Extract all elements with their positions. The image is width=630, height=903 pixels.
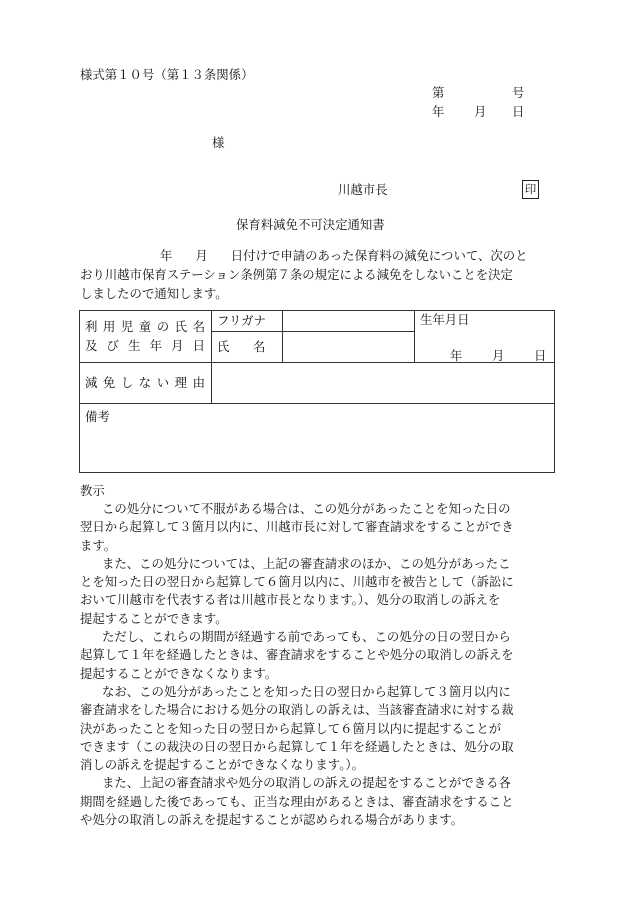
reason-label: 減免しない理由 [85, 374, 206, 390]
official-seal: 印 [522, 180, 539, 199]
child-name-birthdate-label [80, 311, 212, 363]
issue-date-day: 日 [512, 104, 525, 119]
instruction-line: なお、この処分があったことを知った日の翌日から起算して３箇月以内に [102, 683, 511, 699]
instruction-line: また、この処分については、上記の審査請求のほか、この処分があったこ [102, 555, 511, 571]
intro-line-1 [80, 246, 554, 265]
instruction-line: できます（この裁決の日の翌日から起算して１年を経過したときは、処分の取 [80, 738, 514, 754]
birthdate-value [450, 347, 546, 366]
instruction-line: 提起することができます。 [80, 610, 228, 626]
issuer-name: 川越市長 [338, 182, 388, 197]
furigana-field[interactable] [283, 311, 415, 332]
child-label-line-2: 及び生年月日 [85, 337, 206, 353]
child-name-label [212, 332, 283, 363]
birth-month-label: 月 [492, 348, 505, 363]
instruction-body [80, 500, 556, 829]
intro-year: 年 [160, 248, 173, 263]
instruction-line: ます。 [80, 537, 117, 553]
instruction-paragraph [80, 774, 556, 829]
instruction-line: 提起することができなくなります。 [80, 665, 278, 681]
instruction-paragraph [80, 683, 556, 774]
child-name-field[interactable] [283, 332, 415, 363]
instruction-line: また、上記の審査請求や処分の取消しの訴えの提起をすることができる各 [102, 775, 511, 791]
instruction-line: おいて川越市を代表する者は川越市長となります。）、処分の取消しの訴えを [80, 592, 501, 608]
name-label-2: 名 [253, 338, 266, 354]
intro-line-1-rest: 日付けで申請のあった保育料の減免について、次のと [230, 248, 528, 263]
instruction-line: 審査請求をした場合における処分の取消しの訴えは、当該審査請求に対する裁 [80, 702, 514, 718]
document-number-unit: 号 [512, 85, 525, 100]
intro-line-3: しましたので通知します。 [80, 286, 228, 301]
birthdate-cell[interactable] [415, 311, 555, 363]
instruction-line: 翌日から起算して３箇月以内に、川越市長に対して審査請求をすることができ [80, 519, 514, 535]
instruction-line: 起算して１年を経過したときは、審査請求をすることや処分の取消しの訴えを [80, 647, 514, 663]
instruction-line: 期間を経過した後であっても、正当な理由があるときは、審査請求をすること [80, 793, 514, 809]
instruction-heading: 教示 [80, 483, 105, 498]
furigana-label: フリガナ [212, 311, 283, 332]
form-table [79, 310, 555, 473]
instruction-line: この処分について不服がある場合は、この処分があったことを知った日の [102, 501, 511, 516]
birth-year-label: 年 [450, 348, 463, 363]
instruction-line: ただし、これらの期間が経過する前であっても、この処分の日の翌日から [102, 629, 511, 645]
notes-label: 備考 [85, 409, 110, 424]
reason-field[interactable] [212, 363, 555, 404]
issue-date-month: 月 [474, 104, 487, 119]
intro-line-2: おり川越市保育ステーション条例第７条の規定による減免をしないことを決定 [80, 267, 513, 282]
birth-day-label: 日 [534, 348, 547, 363]
instruction-paragraph [80, 628, 556, 683]
instruction-paragraph [80, 500, 556, 555]
form-number: 様式第１０号（第１３条関係） [80, 67, 254, 82]
intro-month: 月 [195, 248, 208, 263]
addressee-suffix: 様 [212, 135, 225, 150]
instruction-line: 決があったことを知った日の翌日から起算して６箇月以内に提起することが [80, 720, 502, 736]
reason-label-cell [80, 363, 212, 404]
document-title: 保育料減免不可決定通知書 [236, 217, 385, 232]
document-number-label: 第 [432, 85, 445, 100]
name-label-1: 氏 [217, 338, 230, 354]
notes-cell[interactable] [80, 404, 555, 473]
instruction-paragraph [80, 555, 556, 628]
instruction-line: 消しの訴えを提起することができなくなります。）。 [80, 757, 364, 773]
instruction-line: とを知った日の翌日から起算して６箇月以内に、川越市を被告として（訴訟に [80, 574, 514, 590]
issue-date-year: 年 [432, 104, 445, 119]
intro-text [80, 246, 554, 303]
instruction-line: や処分の取消しの訴えを提起することが認められる場合があります。 [80, 812, 464, 828]
child-label-line-1: 利用児童の氏名 [85, 318, 206, 334]
birthdate-label: 生年月日 [420, 312, 470, 327]
